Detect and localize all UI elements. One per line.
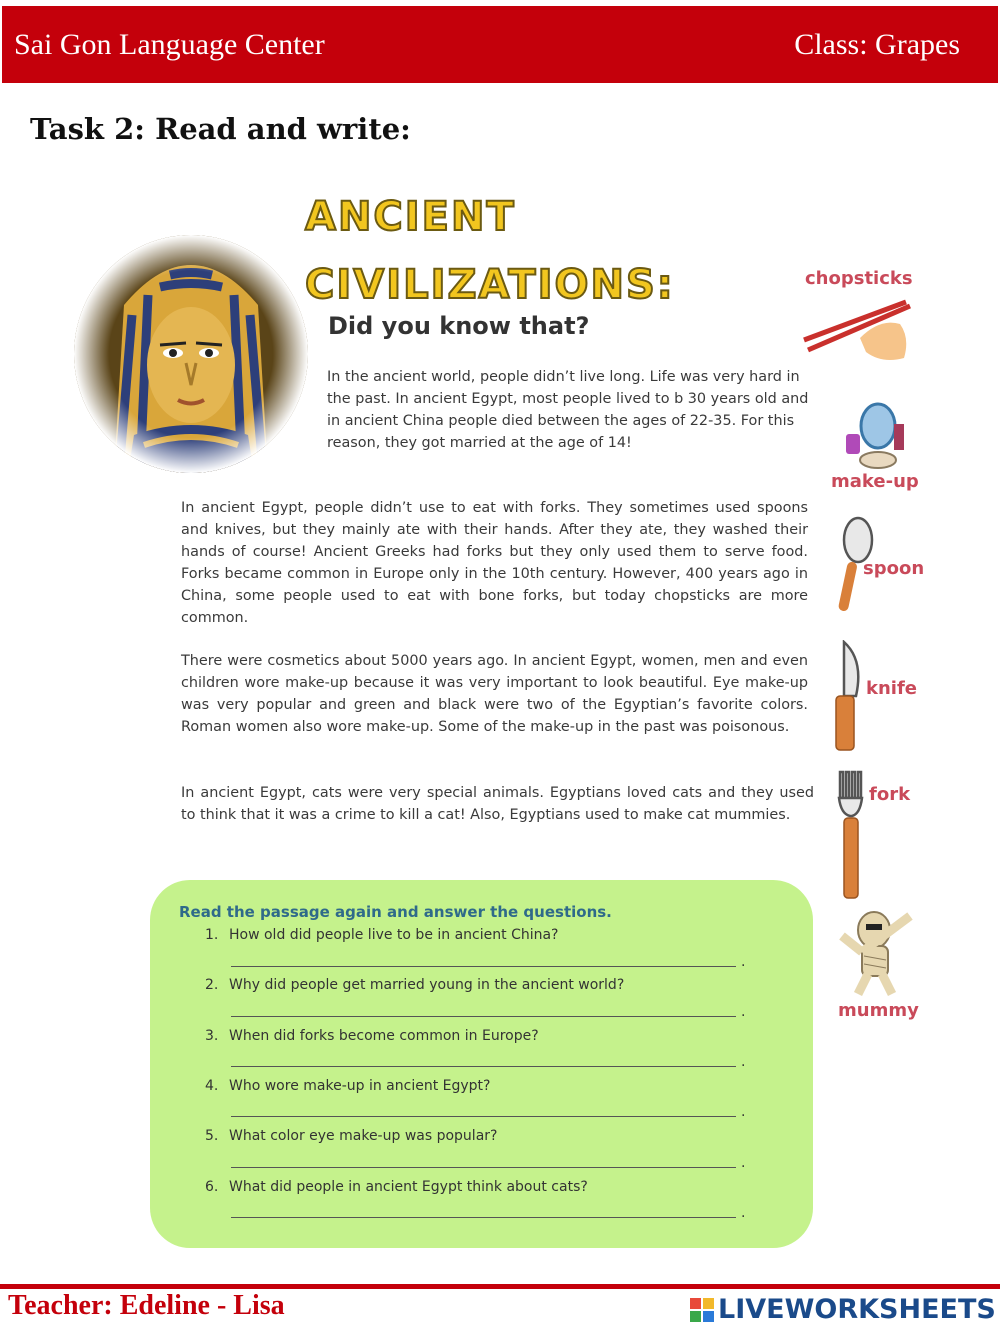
label-mummy: mummy <box>838 1000 919 1021</box>
answer-line[interactable] <box>231 1116 736 1117</box>
question-number: 3. <box>205 1028 219 1044</box>
label-makeup: make-up <box>831 471 919 492</box>
paragraph-forks: In ancient Egypt, people didn’t use to eat with forks. They sometimes used spoons and knives, but they mainly ate with their hands. After they ate, they washed their hands of course! Ancient Greeks had forks but they only used them to serve food. Forks became common in Europe only in the 10th century. However, 400 years ago in China, some people used to eat with bone forks, but today chopsticks are more common. <box>181 500 808 626</box>
header-class-name: Class: Grapes <box>794 27 960 61</box>
question-item <box>205 1179 588 1195</box>
answer-period: . <box>741 1004 746 1020</box>
mummy-icon <box>838 906 918 996</box>
paragraph-lifespan: In the ancient world, people didn’t live long. Life was very hard in the past. In ancient Egypt, most people lived to b 30 years old and in ancient China people died between the ages of 22-35. For this reason, they got married at the age of 14! <box>327 369 809 451</box>
answer-period: . <box>741 1155 746 1171</box>
answer-period: . <box>741 1054 746 1070</box>
liveworksheets-brand[interactable] <box>690 1294 996 1325</box>
task-title: Task 2: Read and write: <box>30 112 411 146</box>
answer-period: . <box>741 1205 746 1221</box>
label-spoon: spoon <box>863 558 925 579</box>
questions-instruction: Read the passage again and answer the questions. <box>179 903 612 921</box>
question-number: 6. <box>205 1179 219 1195</box>
chopsticks-icon <box>800 298 915 364</box>
answer-line[interactable] <box>231 1016 736 1017</box>
label-fork: fork <box>869 784 911 805</box>
answer-line[interactable] <box>231 1217 736 1218</box>
paragraph-cats: In ancient Egypt, cats were very special animals. Egyptians loved cats and they used to think that it was a crime to kill a cat! Also, Egyptians used to make cat mummies. <box>181 785 814 823</box>
footer-divider <box>0 1284 1000 1289</box>
pharaoh-mask-image <box>74 235 308 473</box>
brand-text: LIVEWORKSHEETS <box>718 1294 996 1325</box>
answer-line[interactable] <box>231 1066 736 1067</box>
question-number: 1. <box>205 927 219 943</box>
question-item <box>205 927 559 943</box>
answer-period: . <box>741 954 746 970</box>
question-text: Why did people get married young in the ancient world? <box>229 977 625 993</box>
fork-icon <box>836 770 866 900</box>
paragraph-cosmetics: There were cosmetics about 5000 years ago. In ancient Egypt, women, men and even children wore make-up because it was very important to look beautiful. Eye make-up was very popular and green and black were two of the Egyptian’s favorite colors. Roman women also wore make-up. Some of the make-up in the past was poisonous. <box>181 653 808 735</box>
question-number: 2. <box>205 977 219 993</box>
question-text: When did forks become common in Europe? <box>229 1028 539 1044</box>
pharaoh-mask-icon <box>74 235 308 473</box>
teacher-name: Teacher: Edeline - Lisa <box>8 1290 285 1321</box>
makeup-icon <box>842 400 912 472</box>
label-chopsticks: chopsticks <box>805 268 913 289</box>
title-ancient: ANCIENT <box>305 194 516 240</box>
answer-line[interactable] <box>231 966 736 967</box>
answer-line[interactable] <box>231 1167 736 1168</box>
liveworksheets-logo-icon <box>690 1298 714 1322</box>
question-text: Who wore make-up in ancient Egypt? <box>229 1078 491 1094</box>
subtitle-did-you-know: Did you know that? <box>328 312 590 340</box>
question-number: 4. <box>205 1078 219 1094</box>
answer-period: . <box>741 1104 746 1120</box>
question-text: What did people in ancient Egypt think about cats? <box>229 1179 588 1195</box>
question-item <box>205 1128 497 1144</box>
question-item <box>205 1028 539 1044</box>
question-item <box>205 977 624 993</box>
question-number: 5. <box>205 1128 219 1144</box>
question-item <box>205 1078 490 1094</box>
title-civilizations: CIVILIZATIONS: <box>305 262 675 308</box>
knife-icon <box>832 640 868 752</box>
header-bar <box>2 6 998 83</box>
label-knife: knife <box>866 678 917 699</box>
question-text: How old did people live to be in ancient China? <box>229 927 559 943</box>
header-center-name: Sai Gon Language Center <box>14 27 325 61</box>
question-text: What color eye make-up was popular? <box>229 1128 498 1144</box>
